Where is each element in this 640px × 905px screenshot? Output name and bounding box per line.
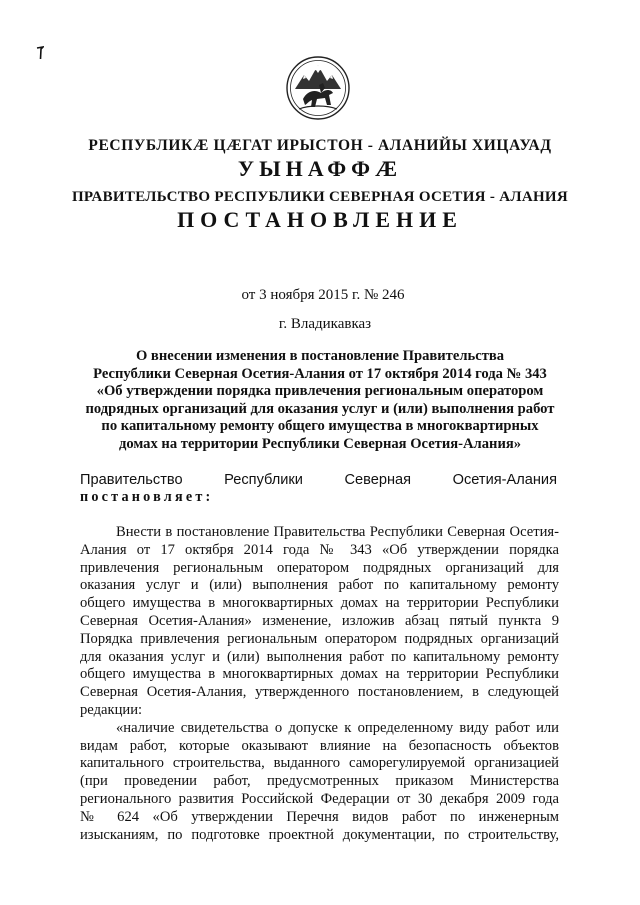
decree-ossetian-heading: УЫНАФФÆ	[237, 156, 403, 181]
title-line: домах на территории Республики Северная Осетия-Алания»	[118, 435, 522, 452]
document-title	[70, 348, 570, 454]
body-line: видам работ, которые оказывают влияние на безопасность объектов	[80, 737, 559, 754]
city: г. Владикавказ	[278, 316, 372, 332]
title-line: Республики Северная Осетия-Алания от 17 октября 2014 года № 343	[93, 365, 547, 382]
body-line: Северная Осетия-Алания, утвержденного постановлением, в следующей	[80, 684, 559, 701]
title-line: подрядных организаций для оказания услуг и (или) выполнения работ	[85, 400, 555, 417]
title-line: «Об утверждении порядка привлечения региональным оператором	[96, 383, 544, 400]
body-line: регионального развития Российской Федерации от 30 декабря 2009 года	[80, 790, 559, 807]
scan-mark-icon	[36, 46, 44, 62]
body-line: общего имущества в многоквартирных домах на территории Республики	[80, 666, 559, 683]
coat-of-arms-emblem	[285, 55, 351, 121]
body-line: Порядка привлечения региональным оператором подрядных организаций	[80, 630, 559, 647]
body-line: Внести в постановление Правительства Республики Северная Осетия-	[116, 524, 559, 540]
republic-ossetian-heading: РЕСПУБЛИКÆ ЦÆГАТ ИРЫСТОН - АЛАНИЙЫ ХИЦАУАД	[88, 137, 552, 154]
body-line: № 624 «Об утверждении Перечня видов работ по инженерным	[80, 808, 559, 825]
preamble-word: Северная	[344, 472, 412, 488]
preamble-word: Осетия-Алания	[452, 472, 557, 488]
body-line: привлечения региональным оператором подрядных организаций для	[80, 559, 559, 576]
body-line: капитального строительства, выданного саморегулируемой организацией	[80, 755, 559, 772]
body-line: «наличие свидетельства о допуске к определенному виду работ или	[116, 719, 559, 736]
body-line: Алания от 17 октября 2014 года № 343 «Об утверждении порядка	[80, 541, 559, 558]
document-body	[80, 524, 559, 844]
body-line: оказания услуг и (или) выполнения работ по капитальному ремонту	[80, 577, 559, 594]
body-line: (при проведении работ, предусмотренных приказом Министерства	[80, 773, 559, 790]
body-line: общего имущества в многоквартирных домах на территории Республики	[80, 595, 559, 612]
body-line: редакции:	[80, 701, 143, 718]
title-line: О внесении изменения в постановление Правительства	[135, 348, 505, 364]
body-line: изысканиям, по подготовке проектной документации, по строительству,	[80, 826, 559, 843]
preamble	[80, 472, 557, 488]
preamble-word: Правительство	[80, 472, 183, 488]
date-and-number: от 3 ноября 2015 г. № 246	[241, 287, 405, 303]
preamble-word: Республики	[224, 472, 303, 488]
decree-russian-heading: ПОСТАНОВЛЕНИЕ	[177, 207, 463, 232]
body-line: Северная Осетия-Алания» изменение, изложив абзац пятый пункта 9	[80, 612, 559, 629]
title-line: по капитальному ремонту общего имущества в многоквартирных	[101, 418, 539, 435]
body-line: для оказания услуг и (или) выполнения работ по капитальному ремонту	[80, 648, 559, 665]
government-russian-heading: ПРАВИТЕЛЬСТВО РЕСПУБЛИКИ СЕВЕРНАЯ ОСЕТИЯ - АЛАНИЯ	[71, 189, 569, 205]
decree-word: постановляет:	[80, 489, 214, 505]
